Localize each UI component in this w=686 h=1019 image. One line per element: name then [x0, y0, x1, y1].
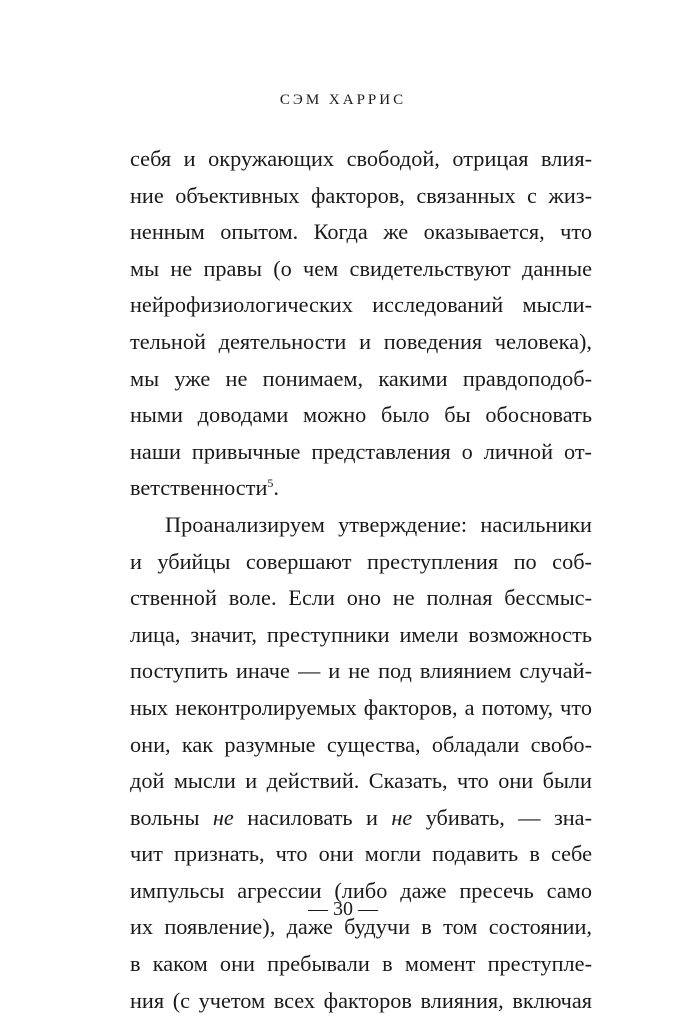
text-line: [130, 470, 592, 507]
text-line: ненным опытом. Когда же оказывается, что: [130, 219, 592, 245]
text-fragment: вольны: [130, 804, 213, 830]
text-line: они, как разумные существа, обладали свобо-: [130, 731, 592, 757]
text-line: тельной деятельности и поведения человека),: [130, 328, 592, 354]
text-line: Проанализируем утверждение: насильники: [165, 511, 592, 537]
text-line: ственной воле. Если оно не полная бессмыс-: [130, 585, 592, 611]
text-line: ными доводами можно было бы обосновать: [130, 402, 592, 428]
text-fragment: ветственности: [130, 475, 268, 501]
text-line: ние объективных факторов, связанных с жиз-: [130, 182, 592, 208]
text-line: в каком они пребывали в момент преступле-: [130, 951, 592, 977]
text-line: и убийцы совершают преступления по соб-: [130, 548, 592, 574]
emphasis: не: [391, 804, 413, 830]
body-text: [130, 141, 592, 1019]
text-line: дой мысли и действий. Сказать, что они были: [130, 768, 592, 794]
text-line: мы не правы (о чем свидетельствуют данные: [130, 255, 592, 281]
text-line: ния (с учетом всех факторов влияния, включая: [130, 987, 592, 1013]
text-line: поступить иначе — и не под влиянием случай-: [130, 658, 592, 684]
emphasis: не: [212, 804, 234, 830]
text-line: их появление), даже будучи в том состоянии,: [130, 914, 592, 940]
text-line: импульсы агрессии (либо даже пресечь само: [130, 877, 592, 903]
text-line: мы уже не понимаем, какими правдоподоб-: [130, 365, 592, 391]
text-fragment: .: [273, 475, 279, 501]
page-number: — 30 —: [308, 898, 378, 920]
text-line: себя и окружающих свободой, отрицая влия-: [130, 146, 592, 171]
text-line: [130, 800, 592, 837]
text-fragment: убивать, — зна-: [412, 804, 592, 830]
text-line: чит признать, что они могли подавить в себе: [130, 841, 592, 867]
text-line: нейрофизиологических исследований мысли-: [130, 292, 592, 318]
text-line: наши привычные представления о личной от-: [130, 438, 592, 464]
footnote-ref[interactable]: 5: [267, 476, 274, 491]
text-fragment: насиловать и: [233, 804, 392, 830]
running-head: СЭМ ХАРРИС: [279, 92, 407, 108]
text-line: ных неконтролируемых факторов, а потому, что: [130, 694, 592, 720]
text-line: лица, значит, преступники имели возможность: [130, 621, 592, 647]
